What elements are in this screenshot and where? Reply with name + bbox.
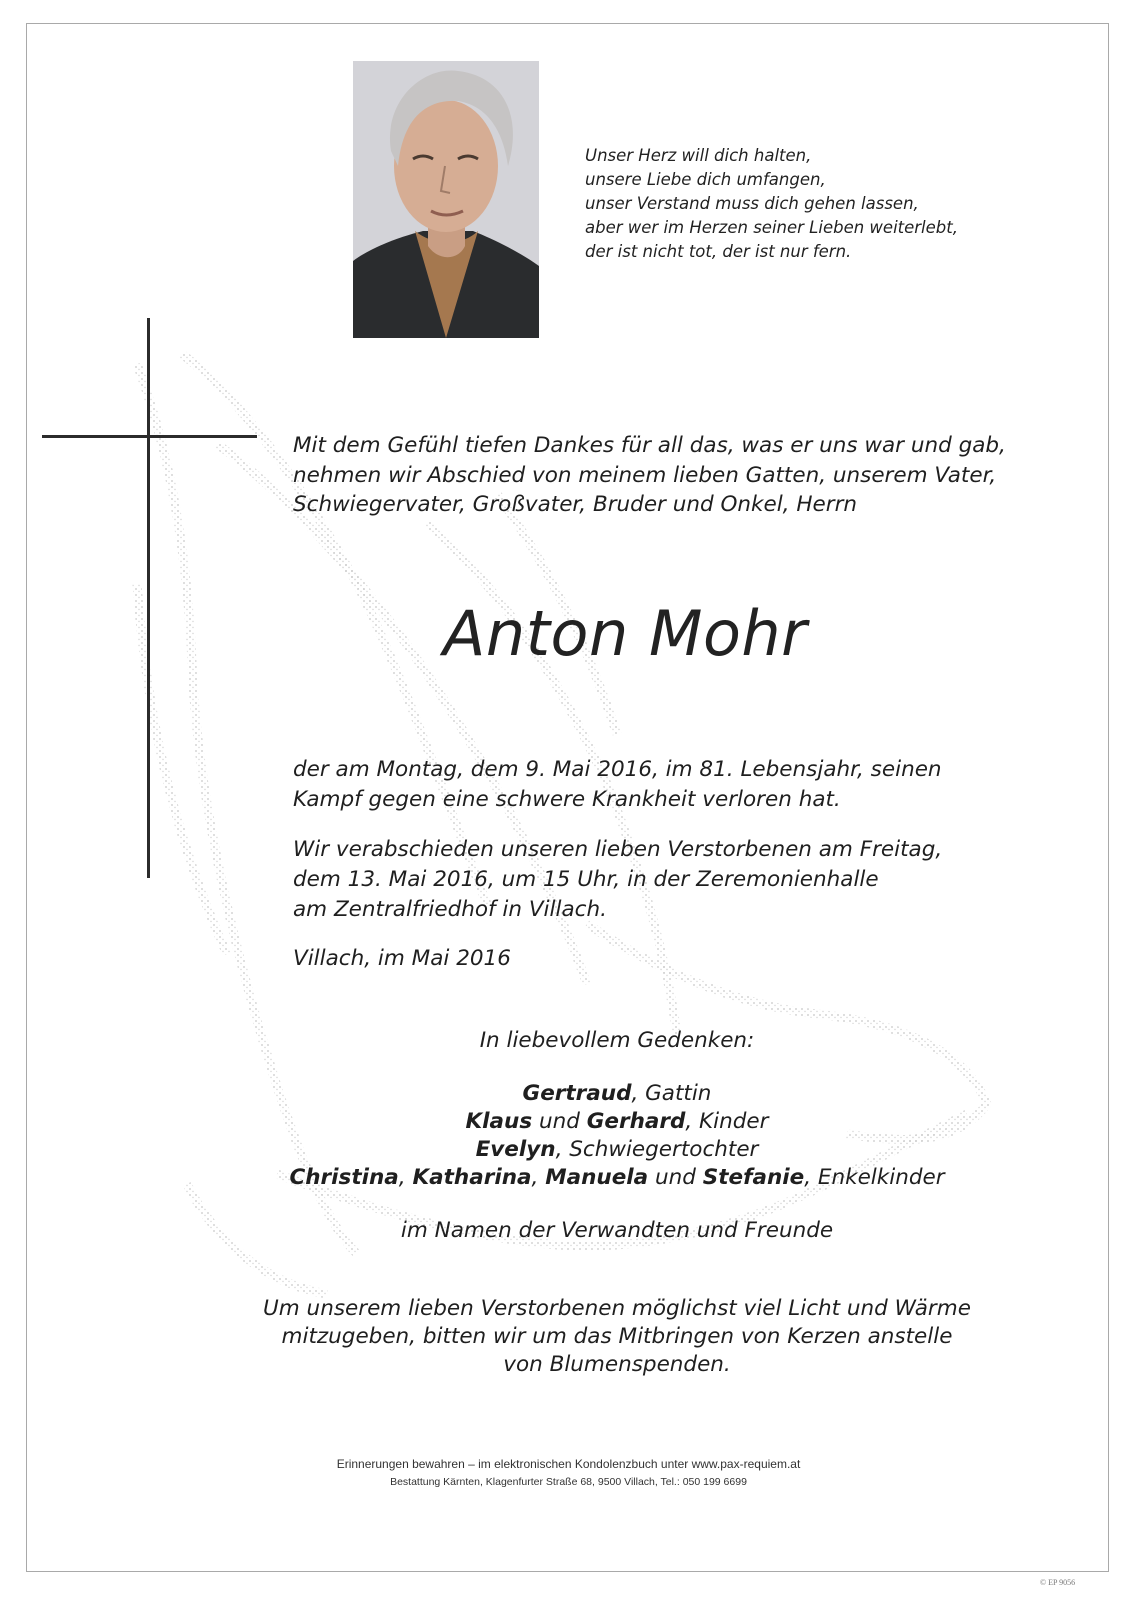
- mourner-relation: , Gattin: [631, 1081, 712, 1106]
- funeral-paragraph: [293, 835, 942, 925]
- death-notice-line: der am Montag, dem 9. Mai 2016, im 81. Lebensjahr, seinen: [293, 757, 942, 782]
- mourner-line: [127, 1080, 1107, 1108]
- intro-paragraph: [293, 431, 1006, 520]
- mourner-name: Stefanie: [702, 1165, 805, 1190]
- cross-vertical-bar: [147, 318, 150, 878]
- funeral-line: Wir verabschieden unseren lieben Verstorbenen am Freitag,: [293, 837, 943, 862]
- poem-line: aber wer im Herzen seiner Lieben weiterlebt,: [585, 218, 958, 237]
- funeral-line: am Zentralfriedhof in Villach.: [293, 897, 607, 922]
- mourner-relation: , Enkelkinder: [804, 1165, 945, 1190]
- mourner-name: Klaus: [465, 1109, 533, 1134]
- request-line: mitzugeben, bitten wir um das Mitbringen von Kerzen anstelle: [281, 1324, 953, 1349]
- mourner-name: Evelyn: [475, 1137, 556, 1162]
- candle-request: [127, 1295, 1107, 1379]
- mourner-name: Christina: [289, 1165, 399, 1190]
- mourner-name: Gerhard: [586, 1109, 686, 1134]
- place-date: Villach, im Mai 2016: [293, 946, 511, 971]
- form-code: © EP 9056: [1040, 1578, 1076, 1587]
- death-notice-line: Kampf gegen eine schwere Krankheit verloren hat.: [293, 787, 841, 812]
- poem-line: unsere Liebe dich umfangen,: [585, 170, 826, 189]
- poem-line: unser Verstand muss dich gehen lassen,: [585, 194, 919, 213]
- mourner-line: [127, 1164, 1107, 1192]
- poem-line: Unser Herz will dich halten,: [585, 146, 812, 165]
- footer-condolence-line: Erinnerungen bewahren – im elektronischen Kondolenzbuch unter www.pax-requiem.at: [336, 1457, 801, 1471]
- mourner-relation: , Schwiegertochter: [555, 1137, 759, 1162]
- memorial-poem: [585, 144, 1055, 264]
- mourner-line: [127, 1136, 1107, 1164]
- mourner-line: [127, 1108, 1107, 1136]
- intro-line: nehmen wir Abschied von meinem lieben Gatten, unserem Vater,: [293, 462, 997, 488]
- request-line: Um unserem lieben Verstorbenen möglichst viel Licht und Wärme: [263, 1296, 971, 1321]
- cross-horizontal-bar: [42, 435, 257, 438]
- mourner-separator: und: [532, 1109, 587, 1134]
- mourner-separator: und: [648, 1165, 703, 1190]
- mourner-separator: ,: [531, 1165, 546, 1190]
- mourners-list: [127, 1080, 1107, 1192]
- relatives-line: im Namen der Verwandten und Freunde: [400, 1218, 834, 1243]
- request-line: von Blumenspenden.: [503, 1352, 731, 1377]
- obituary-sheet: [26, 23, 1109, 1572]
- mourner-name: Manuela: [545, 1165, 649, 1190]
- death-notice-paragraph: [293, 755, 942, 815]
- footer-funeral-home-line: Bestattung Kärnten, Klagenfurter Straße 68, 9500 Villach, Tel.: 050 199 6699: [390, 1476, 747, 1488]
- mourner-relation: , Kinder: [685, 1109, 769, 1134]
- deceased-name: Anton Mohr: [443, 597, 808, 670]
- mourner-separator: ,: [398, 1165, 413, 1190]
- intro-line: Mit dem Gefühl tiefen Dankes für all das, was er uns war und gab,: [293, 433, 1006, 458]
- poem-line: der ist nicht tot, der ist nur fern.: [585, 242, 852, 261]
- portrait-photo: [353, 61, 539, 338]
- funeral-line: dem 13. Mai 2016, um 15 Uhr, in der Zeremonienhalle: [293, 867, 879, 892]
- memory-heading: In liebevollem Gedenken:: [479, 1028, 755, 1053]
- intro-line: Schwiegervater, Großvater, Bruder und Onkel, Herrn: [293, 492, 858, 517]
- mourner-name: Katharina: [412, 1165, 532, 1190]
- mourner-name: Gertraud: [522, 1081, 632, 1106]
